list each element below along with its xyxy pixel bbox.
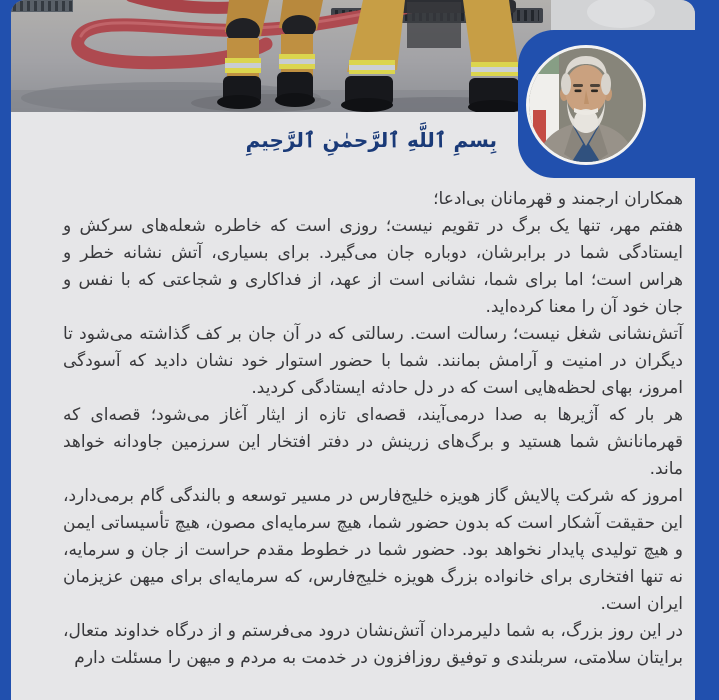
paragraph: امروز که شرکت پالایش گاز هویزه خلیج‌فارس در مسیر توسعه و بالندگی گام برمی‌دارد، این حقیقت آشکار است که بدون حضور شما، هیچ سرمایه‌ای مصون، هیچ تأسیساتی ایمن و هیچ تولیدی پایدار نخواهد بود. حضور شما در خطوط مقدم حراست از جان و سرمایه، نه تنها افتخاری برای خانواده بزرگ هویزه خلیج‌فارس، که سرمایه‌ای برای میهن عزیزمان ایران است.	[63, 486, 683, 614]
portrait-avatar	[526, 45, 646, 165]
bismillah-text: بِسمِ ٱللَّهِ ٱلرَّحمٰنِ ٱلرَّحِیمِ	[245, 128, 497, 152]
paragraph: آتش‌نشانی شغل نیست؛ رسالت است. رسالتی که در آن جان بر کف گذاشته می‌شود تا دیگران در امنیت و آرامش بمانند. شما با حضور استوار خود نشان دادید که آسودگی امروز، بهای لحظه‌هایی است که در دل حادثه ایستادگی کردید.	[63, 324, 683, 398]
letter-body	[63, 186, 683, 672]
paragraph: هفتم مهر، تنها یک برگ در تقویم نیست؛ روزی است که خاطره شعله‌های سرکش و ایستادگی شما در برابرشان، دوباره جان می‌گیرد. برای بسیاری، آتش نشانه خطر و هراس است؛ اما برای شما، نشانی است از عهد، از فداکاری و شجاعتی که با نفس و جان خود آن را معنا کرده‌اید.	[63, 216, 683, 317]
portrait-illustration	[529, 48, 643, 162]
closing-paragraph: در این روز بزرگ، به شما دلیرمردان آتش‌نشان درود می‌فرستم و از درگاه خداوند متعال، برایتان سلامتی، سربلندی و توفیق روزافزون در خدمت به مردم و میهن را مسئلت دارم	[63, 621, 683, 668]
paragraph: هر بار که آژیرها به صدا درمی‌آیند، قصه‌ای تازه از ایثار آغاز می‌شود؛ قصه‌ای که قهرمانانش شما هستید و برگ‌های زرینش در دفتر افتخار این سرزمین جاودانه خواهد ماند.	[63, 405, 683, 479]
salutation-line: همکاران ارجمند و قهرمانان بی‌ادعا؛	[433, 189, 683, 209]
